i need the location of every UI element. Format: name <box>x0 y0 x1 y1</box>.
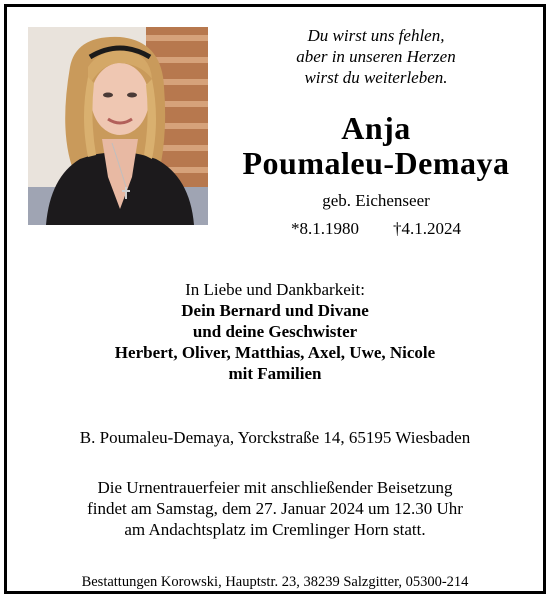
mourners <box>17 279 533 384</box>
portrait-photo <box>28 27 208 225</box>
last-name: Poumaleu-Demaya <box>242 145 510 181</box>
motto-line: wirst du weiterleben. <box>304 68 448 87</box>
death-date: †4.1.2024 <box>393 219 461 238</box>
mourners-line: Herbert, Oliver, Matthias, Axel, Uwe, Nicole <box>114 343 436 362</box>
ceremony-line: findet am Samstag, dem 27. Januar 2024 um 12.30 Uhr <box>87 499 463 518</box>
motto <box>231 25 521 88</box>
contact-address: B. Poumaleu-Demaya, Yorckstraße 14, 65195 Wiesbaden <box>79 428 471 447</box>
motto-line: aber in unseren Herzen <box>296 47 456 66</box>
notice-frame <box>4 4 546 594</box>
undertaker-info: Bestattungen Korowski, Hauptstr. 23, 38239 Salzgitter, 05300-214 <box>81 574 469 590</box>
birth-date: *8.1.1980 <box>291 219 359 238</box>
ceremony-line: am Andachtsplatz im Cremlinger Horn statt. <box>124 520 426 539</box>
mourners-line: und deine Geschwister <box>192 322 358 341</box>
birth-name: geb. Eichenseer <box>322 191 430 210</box>
portrait-image <box>28 27 208 225</box>
mourners-line: Dein Bernard und Divane <box>181 301 369 320</box>
mourners-intro: In Liebe und Dankbarkeit: <box>185 280 365 299</box>
deceased-name <box>217 111 535 181</box>
motto-line: Du wirst uns fehlen, <box>307 26 445 45</box>
ceremony-line: Die Urnentrauerfeier mit anschließender Beisetzung <box>97 478 453 497</box>
mourners-line: mit Familien <box>228 364 322 383</box>
ceremony-info <box>17 477 533 540</box>
life-dates <box>217 219 535 239</box>
first-name: Anja <box>341 110 411 146</box>
